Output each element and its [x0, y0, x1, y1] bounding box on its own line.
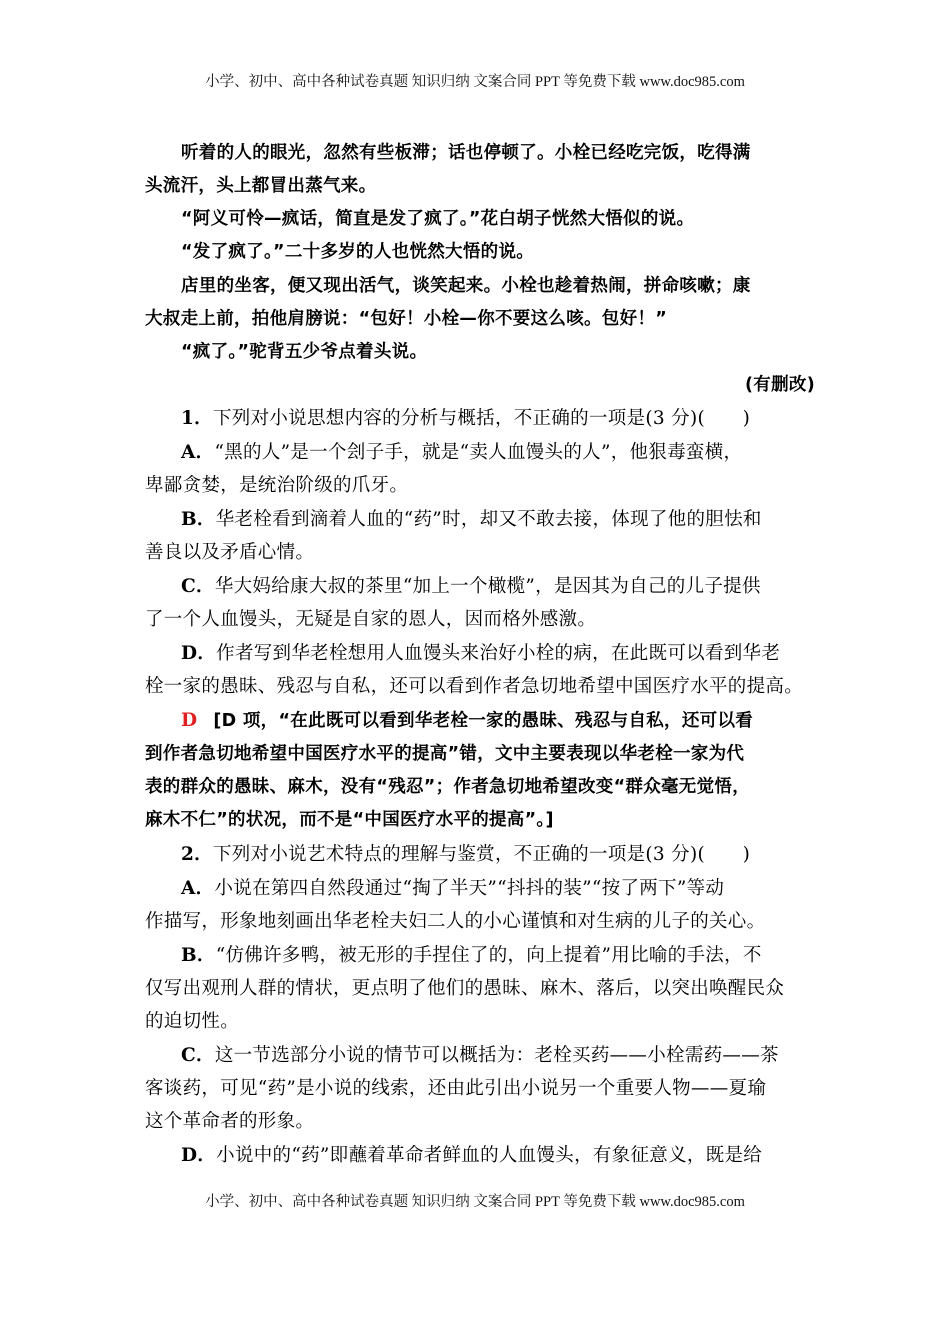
- q1-option-b: [181, 509, 762, 531]
- q1-option-d-cont: 栓一家的愚昧、残忍与自私，还可以看到作者急切地希望中国医疗水平的提高。: [145, 676, 804, 697]
- option-label: A．: [181, 878, 215, 899]
- option-label: D．: [181, 643, 217, 664]
- explanation-line: 表的群众的愚昧、麻木，没有“残忍”；作者急切地希望改变“群众毫无觉悟，: [145, 777, 751, 797]
- q2-option-c-cont: 这个革命者的形象。: [145, 1111, 315, 1132]
- explanation-line: 到作者急切地希望中国医疗水平的提高”错，文中主要表现以华老栓一家为代: [145, 744, 745, 764]
- explanation-line: 麻木不仁”的状况，而不是“中国医疗水平的提高”。]: [145, 810, 554, 830]
- q1-answer-line: [181, 710, 753, 732]
- q1-option-c: [181, 576, 761, 598]
- option-text: 华老栓看到滴着人血的“药”时，却又不敢去接，体现了他的胆怯和: [215, 509, 762, 530]
- option-label: A．: [181, 442, 215, 463]
- question-2-stem: [181, 844, 750, 866]
- question-1-stem: [181, 408, 750, 430]
- option-label: C．: [181, 1045, 215, 1066]
- passage-line: 听着的人的眼光，忽然有些板滞；话也停顿了。小栓已经吃完饭，吃得满: [181, 143, 751, 163]
- question-number: 2．: [181, 844, 213, 865]
- question-text: 下列对小说思想内容的分析与概括，不正确的一项是(3 分)( ): [212, 408, 751, 429]
- q2-option-b: [181, 945, 762, 967]
- q2-option-d: [181, 1145, 762, 1167]
- passage-line: 店里的坐客，便又现出活气，谈笑起来。小栓也趁着热闹，拼命咳嗽；康: [181, 276, 751, 296]
- q2-option-c: [181, 1045, 779, 1067]
- q1-option-b-cont: 善良以及矛盾心情。: [145, 542, 315, 563]
- q1-option-c-cont: 了一个人血馒头，无疑是自家的恩人，因而格外感激。: [145, 609, 597, 630]
- q2-option-a: [181, 878, 724, 900]
- option-text: 小说中的“药”即蘸着革命者鲜血的人血馒头，有象征意义，既是给: [216, 1145, 763, 1166]
- passage-line: 头流汗，头上都冒出蒸气来。: [145, 176, 377, 196]
- question-number: 1．: [181, 408, 213, 429]
- q1-option-a: [181, 442, 742, 464]
- q2-option-b-cont: 仅写出观刑人群的情状，更点明了他们的愚昧、麻木、落后，以突出唤醒民众: [145, 978, 785, 999]
- option-text: “黑的人”是一个刽子手，就是“卖人血馒头的人”，他狠毒蛮横，: [214, 442, 743, 463]
- answer-letter: D: [181, 710, 198, 731]
- option-text: 这一节选部分小说的情节可以概括为：老栓买药——小栓需药——茶: [214, 1045, 779, 1066]
- option-label: B．: [181, 945, 216, 966]
- passage-line: “阿义可怜—疯话，简直是发了疯了。”花白胡子恍然大悟似的说。: [181, 209, 695, 229]
- option-label: B．: [181, 509, 216, 530]
- option-text: 华大妈给康大叔的茶里“加上一个橄榄”，是因其为自己的儿子提供: [214, 576, 761, 597]
- q1-option-a-cont: 卑鄙贪婪，是统治阶级的爪牙。: [145, 475, 409, 496]
- option-label: D．: [181, 1145, 217, 1166]
- source-note: (有删改): [745, 375, 815, 395]
- passage-line: “发了疯了。”二十多岁的人也恍然大悟的说。: [181, 242, 535, 262]
- passage-line: “疯了。”驼背五少爷点着头说。: [181, 342, 428, 362]
- page-footer-watermark: 小学、初中、高中各种试卷真题 知识归纳 文案合同 PPT 等免费下载 www.doc985.com: [205, 1194, 745, 1210]
- passage-line: 大叔走上前，拍他肩膀说：“包好！小栓—你不要这么咳。包好！”: [145, 309, 668, 329]
- q2-option-c-cont: 客谈药，可见“药”是小说的线索，还由此引出小说另一个重要人物——夏瑜: [145, 1078, 767, 1099]
- option-text: 作者写到华老栓想用人血馒头来治好小栓的病，在此既可以看到华老: [216, 643, 781, 664]
- option-text: 小说在第四自然段通过“掏了半天”“抖抖的装”“按了两下”等动: [214, 878, 725, 899]
- option-label: C．: [181, 576, 215, 597]
- question-text: 下列对小说艺术特点的理解与鉴赏，不正确的一项是(3 分)( ): [212, 844, 751, 865]
- q2-option-a-cont: 作描写，形象地刻画出华老栓夫妇二人的小心谨慎和对生病的儿子的关心。: [145, 911, 766, 932]
- page-header-watermark: 小学、初中、高中各种试卷真题 知识归纳 文案合同 PPT 等免费下载 www.doc985.com: [205, 74, 745, 90]
- option-text: “仿佛许多鸭，被无形的手捏住了的，向上提着”用比喻的手法，不: [215, 945, 762, 966]
- q1-option-d: [181, 643, 780, 665]
- q2-option-b-cont: 的迫切性。: [145, 1011, 240, 1032]
- explanation-text: [D 项，“在此既可以看到华老栓一家的愚昧、残忍与自私，还可以看: [213, 711, 754, 731]
